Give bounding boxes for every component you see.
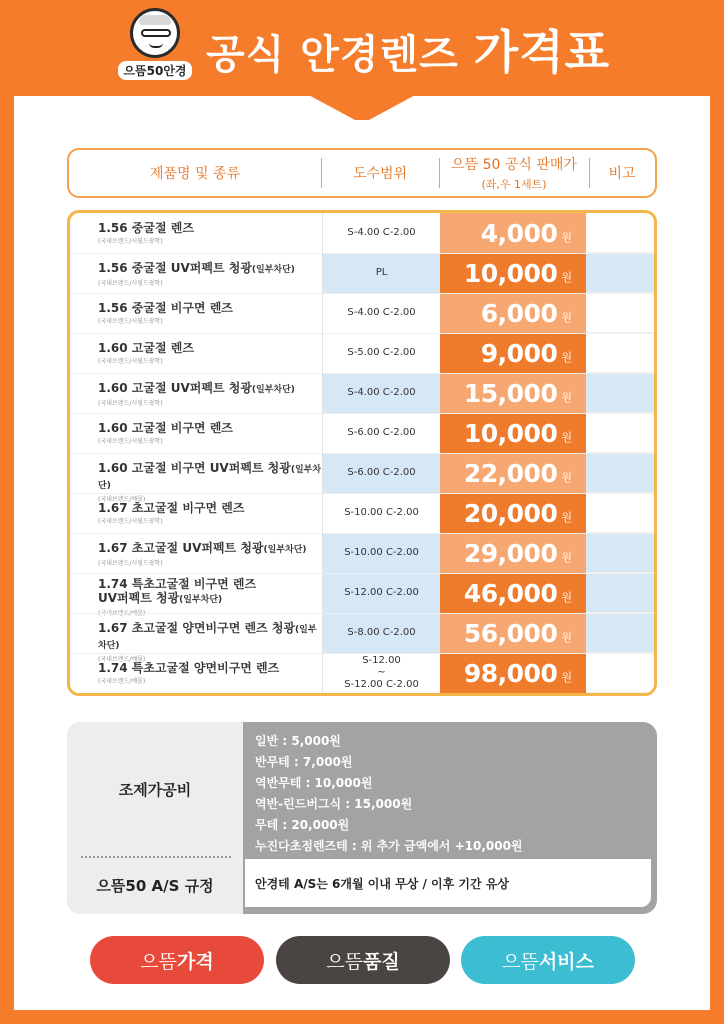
price-value: 29,000 xyxy=(463,538,558,568)
note-cell xyxy=(586,373,654,413)
price-unit: 원 xyxy=(561,511,572,524)
note-cell xyxy=(586,333,654,373)
price-table xyxy=(67,210,657,696)
table-row xyxy=(70,493,654,533)
range-value: PL xyxy=(375,267,388,278)
price-cell xyxy=(440,533,586,573)
divider xyxy=(81,856,231,858)
range-cell xyxy=(322,453,440,493)
product-name-cell xyxy=(70,613,322,663)
product-name: 1.74 특초고굴절 비구면 렌즈 xyxy=(98,577,257,591)
product-name: 1.56 중굴절 비구면 렌즈 xyxy=(98,301,233,315)
badge-service: 으뜸 서비스 xyxy=(461,936,635,984)
price-cell xyxy=(440,413,586,453)
product-name: 1.56 중굴절 렌즈 xyxy=(98,221,194,235)
product-name-line2: UV퍼펙트 청광 xyxy=(98,591,180,605)
range-cell xyxy=(322,613,440,653)
product-name-cell xyxy=(70,453,322,503)
fee-item: 역반무테 : 10,000원 xyxy=(255,776,373,790)
badge-quality: 으뜸 품질 xyxy=(276,936,450,984)
range-cell xyxy=(322,653,440,693)
row-divider xyxy=(70,653,654,654)
row-divider xyxy=(70,453,654,454)
header-price: 으뜸 50 공식 판매가 (좌,우 1세트) xyxy=(451,157,577,191)
price-cell xyxy=(440,253,586,293)
fee-item: 반무테 : 7,000원 xyxy=(255,755,353,769)
product-name-cell xyxy=(70,253,322,293)
row-divider xyxy=(70,373,654,374)
range-value: S-8.00 C-2.00 xyxy=(347,627,416,638)
note-cell xyxy=(586,573,654,613)
product-brand: (국내브랜드/시필드광학) xyxy=(98,318,163,325)
badge-price: 으뜸 가격 xyxy=(90,936,264,984)
price-unit: 원 xyxy=(561,431,572,444)
product-name-cell xyxy=(70,493,322,533)
product-tag: (일부차단) xyxy=(263,545,307,555)
price-value: 9,000 xyxy=(480,338,558,368)
price-unit: 원 xyxy=(561,631,572,644)
table-row xyxy=(70,213,654,253)
row-divider xyxy=(70,613,654,614)
table-row xyxy=(70,413,654,453)
note-cell xyxy=(586,293,654,333)
title-suffix: 가격표 xyxy=(473,25,611,79)
product-name: 1.60 고굴절 UV퍼펙트 청광 xyxy=(98,381,252,395)
table-row xyxy=(70,333,654,373)
product-name-cell xyxy=(70,373,322,413)
product-name-cell xyxy=(70,653,322,693)
range-cell xyxy=(322,373,440,413)
header xyxy=(0,0,724,90)
table-row xyxy=(70,453,654,503)
range-value: S-5.00 C-2.00 xyxy=(347,347,416,358)
table-row xyxy=(70,373,654,413)
product-tag: (일부차단) xyxy=(98,465,322,491)
note-cell xyxy=(586,493,654,533)
range-value: S-12.00 ~ S-12.00 C-2.00 xyxy=(344,655,419,690)
range-cell xyxy=(322,493,440,533)
range-cell xyxy=(322,253,440,293)
price-value: 15,000 xyxy=(463,378,558,408)
row-divider xyxy=(70,253,654,254)
row-divider xyxy=(70,573,654,574)
product-brand: (국내브랜드/시필드광학) xyxy=(98,518,163,525)
fee-list xyxy=(255,731,523,857)
price-unit: 원 xyxy=(561,591,572,604)
header-name: 제품명 및 종류 xyxy=(149,166,241,182)
product-brand: (국내브랜드/시필드광학) xyxy=(98,280,163,287)
price-cell xyxy=(440,213,586,253)
product-brand: (국내브랜드/예몰) xyxy=(98,496,146,503)
product-tag: (일부차단) xyxy=(179,595,223,605)
product-tag: (일부차단) xyxy=(251,385,295,395)
price-cell xyxy=(440,293,586,333)
note-cell xyxy=(586,213,654,253)
row-divider xyxy=(70,413,654,414)
table-header xyxy=(67,148,657,198)
note-cell xyxy=(586,253,654,293)
price-value: 10,000 xyxy=(463,258,558,288)
range-value: S-6.00 C-2.00 xyxy=(347,427,416,438)
product-tag: (일부차단) xyxy=(98,625,317,651)
product-tag: (일부차단) xyxy=(251,265,295,275)
price-unit: 원 xyxy=(561,311,572,324)
product-name-cell xyxy=(70,573,322,613)
range-value: S-4.00 C-2.00 xyxy=(347,227,416,238)
product-name: 1.60 고굴절 비구면 UV퍼펙트 청광 xyxy=(98,461,291,475)
note-cell xyxy=(586,653,654,693)
brand-logo xyxy=(112,8,198,82)
range-value: S-4.00 C-2.00 xyxy=(347,387,416,398)
product-name: 1.67 초고굴절 UV퍼펙트 청광 xyxy=(98,541,264,555)
product-brand: (국내브랜드/시필드광학) xyxy=(98,358,163,365)
table-row xyxy=(70,293,654,333)
product-brand: (국내브랜드/시필드광학) xyxy=(98,238,163,245)
price-value: 98,000 xyxy=(463,658,558,688)
processing-fee-box xyxy=(67,722,657,914)
note-cell xyxy=(586,613,654,653)
range-value: S-10.00 C-2.00 xyxy=(344,507,419,518)
range-value: S-4.00 C-2.00 xyxy=(347,307,416,318)
price-value: 20,000 xyxy=(463,498,558,528)
product-name: 1.60 고굴절 비구면 렌즈 xyxy=(98,421,233,435)
note-cell xyxy=(586,413,654,453)
price-unit: 원 xyxy=(561,671,572,684)
logo-name: 으뜸50안경 xyxy=(118,61,191,80)
mascot-face-icon xyxy=(130,8,180,58)
price-cell xyxy=(440,493,586,533)
price-cell xyxy=(440,333,586,373)
price-cell xyxy=(440,613,586,653)
price-value: 10,000 xyxy=(463,418,558,448)
price-cell xyxy=(440,373,586,413)
range-cell xyxy=(322,413,440,453)
note-cell xyxy=(586,533,654,573)
product-name: 1.60 고굴절 렌즈 xyxy=(98,341,194,355)
row-divider xyxy=(70,333,654,334)
note-cell xyxy=(586,453,654,493)
price-cell xyxy=(440,573,586,613)
price-value: 4,000 xyxy=(480,218,558,248)
product-name-cell xyxy=(70,533,322,573)
table-row xyxy=(70,573,654,613)
row-divider xyxy=(70,533,654,534)
fee-item: 일반 : 5,000원 xyxy=(255,734,341,748)
product-name-cell xyxy=(70,213,322,253)
product-brand: (국내브랜드/시필드광학) xyxy=(98,400,163,407)
product-brand: (국내브랜드/예몰) xyxy=(98,656,146,663)
range-cell xyxy=(322,533,440,573)
product-brand: (국내브랜드/예몰) xyxy=(98,678,146,685)
product-name-cell xyxy=(70,333,322,373)
price-unit: 원 xyxy=(561,391,572,404)
header-note: 비고 xyxy=(608,166,636,182)
fee-item: 역반-린드버그식 : 15,000원 xyxy=(255,797,413,811)
as-policy: 안경테 A/S는 6개월 이내 무상 / 이후 기간 유상 xyxy=(245,859,651,907)
price-cell xyxy=(440,653,586,693)
product-brand: (국내브랜드/시필드광학) xyxy=(98,438,163,445)
product-name: 1.67 초고굴절 양면비구면 렌즈 청광 xyxy=(98,621,296,635)
table-row xyxy=(70,533,654,573)
price-unit: 원 xyxy=(561,351,572,364)
header-range: 도수범위 xyxy=(352,166,408,182)
product-name-cell xyxy=(70,413,322,453)
fee-item: 무테 : 20,000원 xyxy=(255,818,350,832)
row-divider xyxy=(70,293,654,294)
price-unit: 원 xyxy=(561,271,572,284)
row-divider xyxy=(70,493,654,494)
range-value: S-6.00 C-2.00 xyxy=(347,467,416,478)
table-row xyxy=(70,653,654,693)
range-cell xyxy=(322,213,440,253)
price-value: 6,000 xyxy=(480,298,558,328)
price-unit: 원 xyxy=(561,471,572,484)
range-value: S-12.00 C-2.00 xyxy=(344,587,419,598)
product-name: 1.74 특초고굴절 양면비구면 렌즈 xyxy=(98,661,280,675)
range-cell xyxy=(322,293,440,333)
table-row xyxy=(70,613,654,663)
range-cell xyxy=(322,573,440,613)
fee-item: 누진다초점렌즈테 : 위 추가 금액에서 +10,000원 xyxy=(255,839,523,853)
price-unit: 원 xyxy=(561,231,572,244)
product-brand: (국내브랜드/시필드광학) xyxy=(98,560,163,567)
price-value: 22,000 xyxy=(463,458,558,488)
price-cell xyxy=(440,453,586,493)
price-value: 56,000 xyxy=(463,618,558,648)
product-name: 1.56 중굴절 UV퍼펙트 청광 xyxy=(98,261,252,275)
page-title xyxy=(206,16,610,82)
range-cell xyxy=(322,333,440,373)
fee-label: 조제가공비 xyxy=(67,722,243,857)
range-value: S-10.00 C-2.00 xyxy=(344,547,419,558)
as-label: 으뜸50 A/S 규정 xyxy=(67,857,243,914)
price-value: 46,000 xyxy=(463,578,558,608)
price-unit: 원 xyxy=(561,551,572,564)
product-name-cell xyxy=(70,293,322,333)
table-row xyxy=(70,253,654,293)
title-prefix: 공식 안경렌즈 xyxy=(206,32,474,78)
product-name: 1.67 초고굴절 비구면 렌즈 xyxy=(98,501,245,515)
